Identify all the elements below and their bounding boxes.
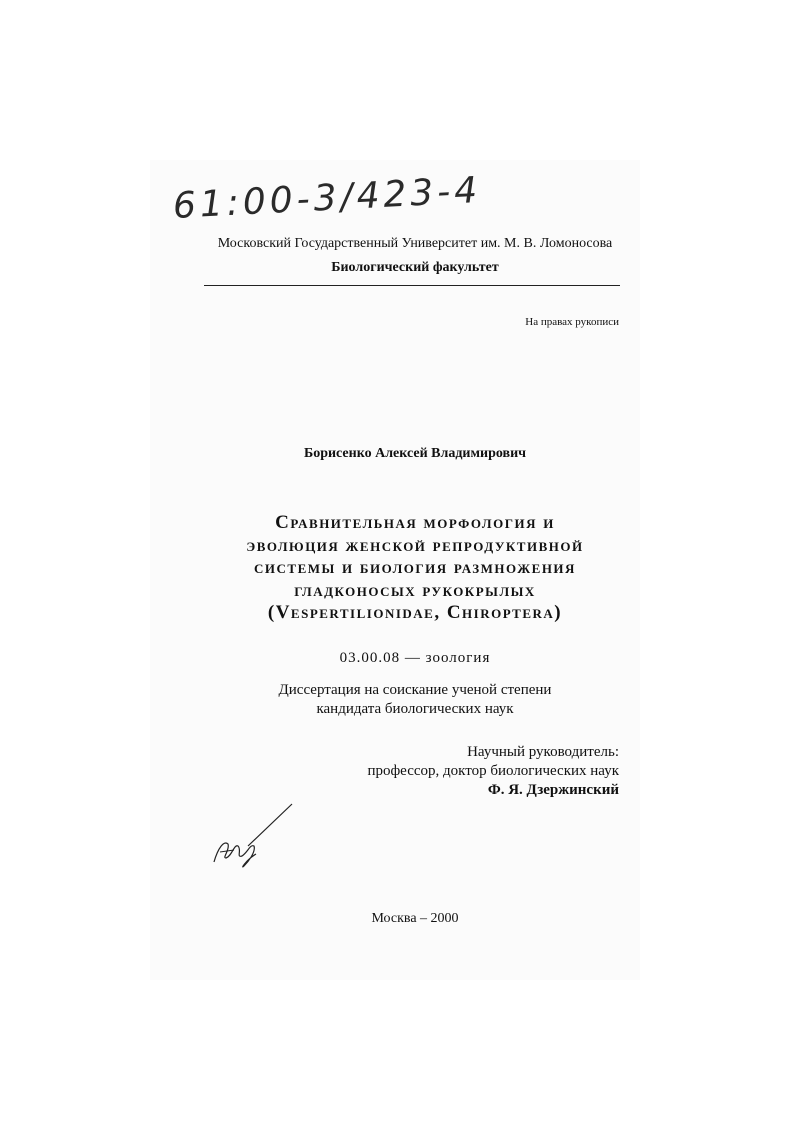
- title-line: системы и биология размножения: [254, 557, 576, 578]
- title-line: (Vespertilionidae, Chiroptera): [267, 602, 563, 623]
- supervisor-label: Научный руководитель:: [467, 744, 619, 760]
- title-line: гладконосых рукокрылых: [294, 579, 536, 601]
- handwritten-code: 61:00-3/423-4: [172, 169, 483, 227]
- city-year: Москва – 2000: [371, 911, 459, 926]
- rights-note: На правах рукописи: [525, 316, 619, 328]
- dissertation-degree: [210, 681, 620, 719]
- dissertation-title: [190, 512, 640, 625]
- signature-image: [200, 800, 300, 870]
- title-line: Сравнительная морфология и: [275, 512, 555, 533]
- author-name: Борисенко Алексей Владимирович: [303, 446, 527, 461]
- specialty-code: 03.00.08 — зоология: [339, 650, 491, 666]
- faculty-name: Биологический факультет: [331, 260, 499, 275]
- header-divider: [204, 285, 620, 286]
- degree-line: Диссертация на соискание ученой степени: [278, 682, 552, 698]
- supervisor-degree: профессор, доктор биологических наук: [367, 763, 619, 779]
- degree-line: кандидата биологических наук: [316, 701, 514, 717]
- university-name: Московский Государственный Университет им. М. В. Ломоносова: [217, 236, 613, 251]
- supervisor-block: [367, 743, 619, 800]
- supervisor-name: Ф. Я. Дзержинский: [487, 782, 619, 798]
- title-line: эволюция женской репродуктивной: [246, 534, 584, 556]
